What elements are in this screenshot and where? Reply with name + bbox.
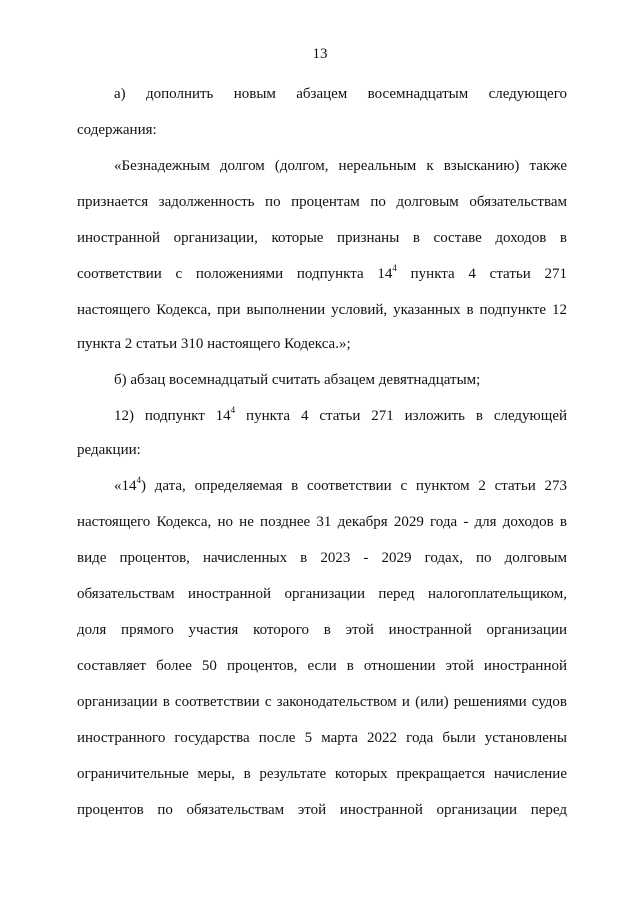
page-number: 13 — [312, 46, 328, 62]
superscript: 4 — [136, 475, 141, 485]
text-line: ограничительные меры, в результате которых прекращается начисление — [77, 766, 567, 782]
text-line-with-superscript — [77, 264, 567, 284]
text-line: настоящего Кодекса, при выполнении условий, указанных в подпункте 12 — [77, 302, 567, 318]
text-line: редакции: — [77, 442, 141, 458]
text-line: признается задолженность по процентам по долговым обязательствам — [77, 194, 567, 210]
text-line: организации в соответствии с законодательством и (или) решениями судов — [77, 694, 567, 710]
text-segment: соответствии с положениями подпункта 14 — [77, 266, 393, 282]
text-segment: «14 — [114, 478, 137, 494]
text-segment: пункта 4 статьи 271 изложить в следующей — [235, 408, 568, 424]
superscript: 4 — [230, 405, 236, 415]
text-line: доля прямого участия которого в этой иностранной организации — [77, 622, 567, 638]
text-line: «Безнадежным долгом (долгом, нереальным к взысканию) также — [114, 158, 567, 174]
text-line: б) абзац восемнадцатый считать абзацем девятнадцатым; — [114, 372, 481, 388]
text-line: обязательствам иностранной организации перед налогоплательщиком, — [77, 586, 567, 602]
text-segment: пункта 4 статьи 271 — [396, 266, 567, 282]
text-segment: ) дата, определяемая в соответствии с пунктом 2 статьи 273 — [141, 478, 567, 494]
text-line: иностранной организации, которые признаны в составе доходов в — [77, 230, 567, 246]
text-line: а) дополнить новым абзацем восемнадцатым следующего — [114, 86, 567, 102]
text-line: виде процентов, начисленных в 2023 - 2029 годах, по долговым — [77, 550, 567, 566]
text-line-with-superscript — [114, 476, 567, 496]
text-line-with-superscript — [114, 406, 567, 426]
text-line: настоящего Кодекса, но не позднее 31 декабря 2029 года - для доходов в — [77, 514, 567, 530]
text-line: иностранного государства после 5 марта 2022 года были установлены — [77, 730, 567, 746]
text-line: процентов по обязательствам этой иностранной организации перед — [77, 802, 567, 818]
superscript: 4 — [392, 263, 397, 273]
text-line: содержания: — [77, 122, 157, 138]
text-line: пункта 2 статьи 310 настоящего Кодекса.»; — [77, 336, 351, 352]
text-segment: 12) подпункт 14 — [114, 408, 231, 424]
text-line: составляет более 50 процентов, если в отношении этой иностранной — [77, 658, 567, 674]
